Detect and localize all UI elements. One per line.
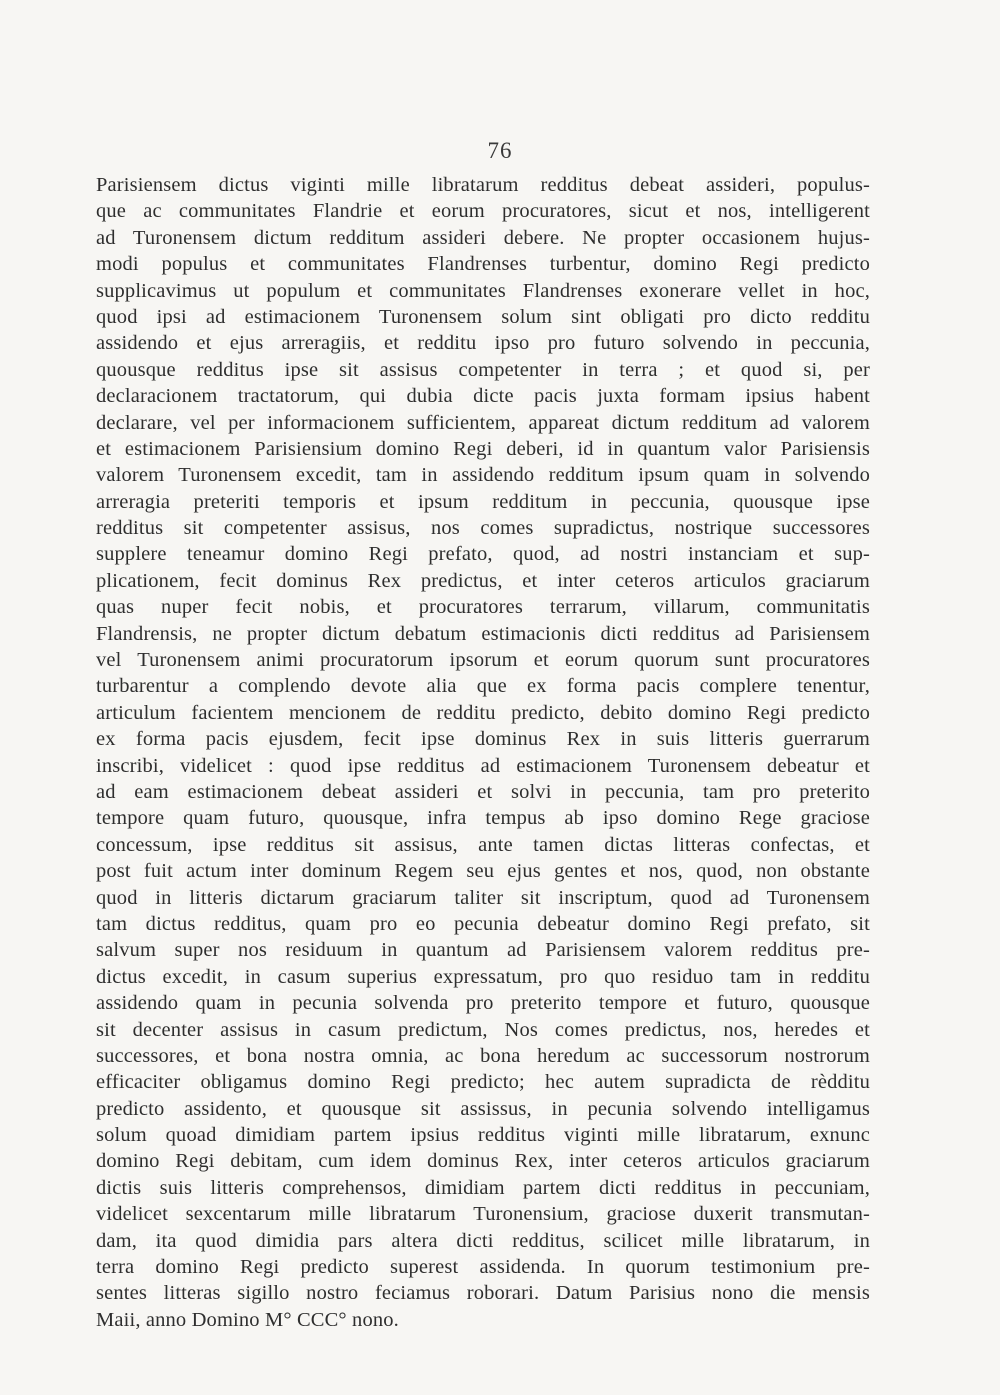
text-line: assidendo quam in pecunia solvenda pro preterito tempore et futuro, quousque [96, 992, 870, 1015]
body-text [96, 172, 870, 1333]
text-line: valorem Turonensem excedit, tam in assidendo redditum ipsum quam in solvendo [96, 464, 870, 487]
text-line: post fuit actum inter dominum Regem seu ejus gentes et nos, quod, non obstante [96, 860, 870, 883]
text-line: articulum facientem mencionem de redditu predicto, debito domino Regi predicto [96, 701, 870, 724]
text-line: ad Turonensem dictum redditum assideri debere. Ne propter occasionem hujus- [96, 226, 870, 249]
text-line: tempore quam futuro, quousque, infra tempus ab ipso domino Rege graciose [96, 807, 870, 830]
text-line: solum quoad dimidiam partem ipsius redditus viginti mille libratarum, exnunc [96, 1124, 870, 1147]
text-line: predicto assidento, et quousque sit assissus, in pecunia solvendo intelligamus [96, 1097, 870, 1120]
text-line: successores, et bona nostra omnia, ac bona heredum ac successorum nostrorum [96, 1044, 870, 1067]
text-line: salvum super nos residuum in quantum ad Parisiensem valorem redditus pre- [96, 939, 870, 962]
text-line: sit decenter assisus in casum predictum, Nos comes predictus, nos, heredes et [96, 1018, 870, 1041]
text-line: redditus sit competenter assisus, nos comes supradictus, nostrique successores [96, 517, 870, 540]
text-line: quod in litteris dictarum graciarum taliter sit inscriptum, quod ad Turonensem [96, 886, 870, 909]
text-line: declarare, vel per informacionem sufficientem, appareat dictum redditum ad valorem [96, 411, 870, 434]
page-number: 76 [487, 138, 513, 163]
text-line: dictus excedit, in casum superius expressatum, pro quo residuo tam in redditu [96, 965, 870, 988]
text-line: vel Turonensem animi procuratorum ipsorum et eorum quorum sunt procuratores [96, 649, 870, 672]
text-line: sentes litteras sigillo nostro feciamus roborari. Datum Parisius nono die mensis [96, 1282, 870, 1305]
text-line: concessum, ipse redditus sit assisus, ante tamen dictas litteras confectas, et [96, 833, 870, 856]
text-line: Maii, anno Domino M° CCC° nono. [96, 1308, 399, 1331]
text-line: plicationem, fecit dominus Rex predictus, et inter ceteros articulos graciarum [96, 569, 870, 592]
text-line: declaracionem tractatorum, qui dubia dicte pacis juxta formam ipsius habent [96, 385, 870, 408]
text-line: ex forma pacis ejusdem, fecit ipse dominus Rex in suis litteris guerrarum [96, 728, 870, 751]
text-line: arreragia preteriti temporis et ipsum redditum in peccunia, quousque ipse [96, 490, 870, 513]
text-line: dictis suis litteris comprehensos, dimidiam partem dicti redditus in peccuniam, [96, 1176, 870, 1199]
text-line: dam, ita quod dimidia pars altera dicti redditus, scilicet mille libratarum, in [96, 1229, 870, 1252]
text-line: quousque redditus ipse sit assisus competenter in terra ; et quod si, per [96, 358, 870, 381]
text-line: Parisiensem dictus viginti mille libratarum redditus debeat assideri, populus- [96, 174, 870, 196]
text-line: domino Regi debitam, cum idem dominus Rex, inter ceteros articulos graciarum [96, 1150, 870, 1173]
text-line: efficaciter obligamus domino Regi predicto; hec autem supradicta de rèdditu [96, 1071, 870, 1094]
text-line: ad eam estimacionem debeat assideri et solvi in peccunia, tam pro preterito [96, 780, 870, 803]
text-line: videlicet sexcentarum mille libratarum Turonensium, graciose duxerit transmutan- [96, 1203, 870, 1226]
text-line: quod ipsi ad estimacionem Turonensem solum sint obligati pro dicto redditu [96, 305, 870, 328]
text-line: turbarentur a complendo devote alia que ex forma pacis complere tenentur, [96, 675, 870, 698]
text-line: supplicavimus ut populum et communitates Flandrenses exonerare vellet in hoc, [96, 279, 870, 302]
text-line: modi populus et communitates Flandrenses turbentur, domino Regi predicto [96, 253, 870, 276]
text-line: et estimacionem Parisiensium domino Regi deberi, id in quantum valor Parisiensis [96, 437, 870, 460]
text-line: que ac communitates Flandrie et eorum procuratores, sicut et nos, intelligerent [96, 200, 870, 223]
text-line: assidendo et ejus arreragiis, et redditu ipso pro futuro solvendo in peccunia, [96, 332, 870, 355]
text-line: inscribi, videlicet : quod ipse redditus ad estimacionem Turonensem debeatur et [96, 754, 870, 777]
text-line: tam dictus redditus, quam pro eo pecunia debeatur domino Regi prefato, sit [96, 912, 870, 935]
text-line: terra domino Regi predicto superest assidenda. In quorum testimonium pre- [96, 1256, 870, 1279]
text-line: supplere teneamur domino Regi prefato, quod, ad nostri instanciam et sup- [96, 543, 870, 566]
text-line: Flandrensis, ne propter dictum debatum estimacionis dicti redditus ad Parisiensem [96, 622, 870, 645]
text-line: quas nuper fecit nobis, et procuratores terrarum, villarum, communitatis [96, 596, 870, 619]
